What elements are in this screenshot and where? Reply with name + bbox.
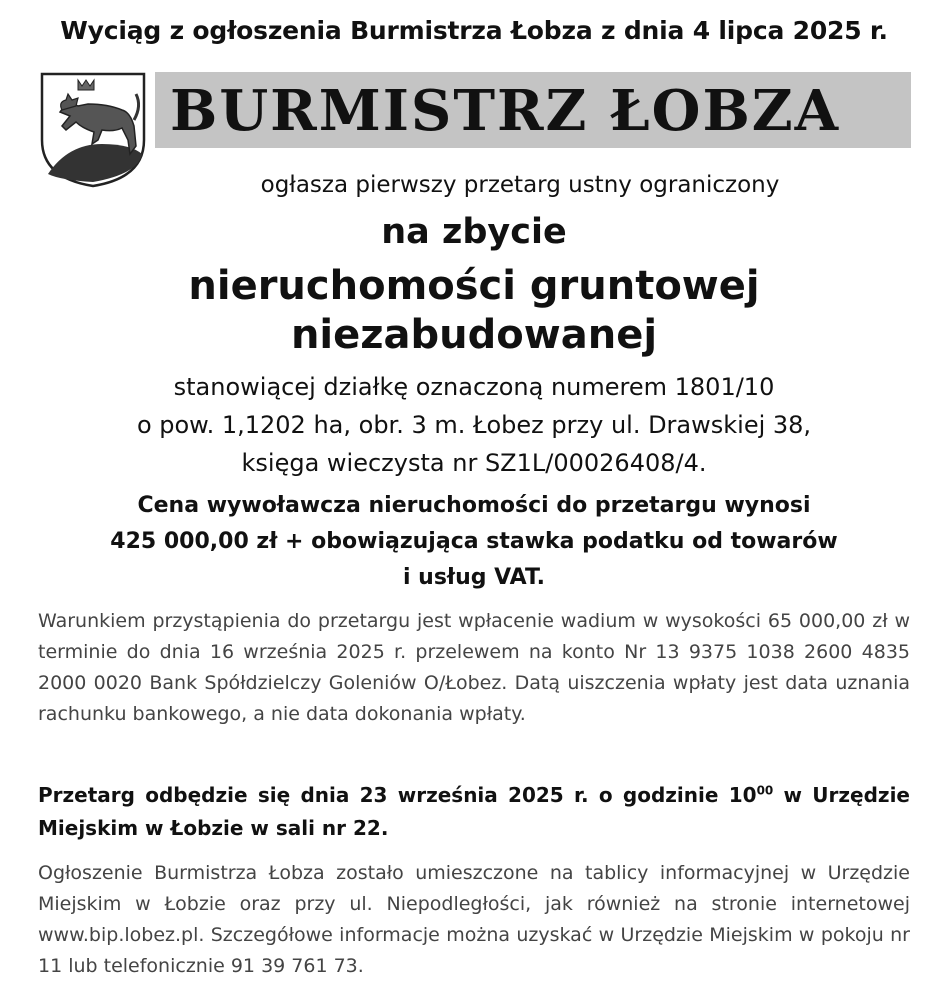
publication-info: Ogłoszenie Burmistrza Łobza zostało umieszczone na tablicy informacyjnej w Urzędzie Miejskim w Łobzie oraz przy ul. Niepodległości, jak również na stronie internetowej www.bip.lobez.pl. Szczegółowe informacje można uzyskać w Urzędzie Miejskim w pokoju nr 11 lub telefonicznie 91 39 761 73. xyxy=(38,862,910,977)
announcement-intro: ogłasza pierwszy przetarg ustny ograniczony xyxy=(260,172,780,198)
lobez-coat-of-arms-icon xyxy=(38,70,148,188)
auction-date-location xyxy=(38,779,910,845)
heading-property-type xyxy=(0,262,948,360)
heading-line-2: niezabudowanej xyxy=(290,312,658,358)
price-line-2: 425 000,00 zł + obowiązująca stawka podatku od towarów xyxy=(110,529,838,554)
auction-text-after: w Urzędzie Miejskim w Łobzie w sali nr 22. xyxy=(38,783,910,840)
description-line-3: księga wieczysta nr SZ1L/00026408/4. xyxy=(241,449,707,477)
heading-line-1: nieruchomości gruntowej xyxy=(188,263,760,309)
description-line-2: o pow. 1,1202 ha, obr. 3 m. Łobez przy ul. Drawskiej 38, xyxy=(136,411,812,439)
deposit-conditions: Warunkiem przystąpienia do przetargu jest wpłacenie wadium w wysokości 65 000,00 zł w terminie do dnia 16 września 2025 r. przelewem na konto Nr 13 9375 1038 2600 4835 2000 0020 Bank Spółdzielczy Goleniów O/Łobez. Datą uiszczenia wpłaty jest data uznania rachunku bankowego, a nie data dokonania wpłaty. xyxy=(38,610,910,725)
auction-time-minutes: 00 xyxy=(756,783,774,798)
heading-disposal: na zbycie xyxy=(381,212,567,252)
starting-price xyxy=(0,488,948,596)
price-line-1: Cena wywoławcza nieruchomości do przetargu wynosi xyxy=(137,493,811,518)
announcement-excerpt-title: Wyciąg z ogłoszenia Burmistrza Łobza z dnia 4 lipca 2025 r. xyxy=(60,16,888,45)
property-description xyxy=(0,368,948,482)
auction-text-before: Przetarg odbędzie się dnia 23 września 2025 r. o godzinie 10 xyxy=(38,783,757,807)
mayor-title: BURMISTRZ ŁOBZA xyxy=(170,78,841,144)
price-line-3: i usług VAT. xyxy=(402,565,546,590)
description-line-1: stanowiącej działkę oznaczoną numerem 1801/10 xyxy=(173,373,775,401)
